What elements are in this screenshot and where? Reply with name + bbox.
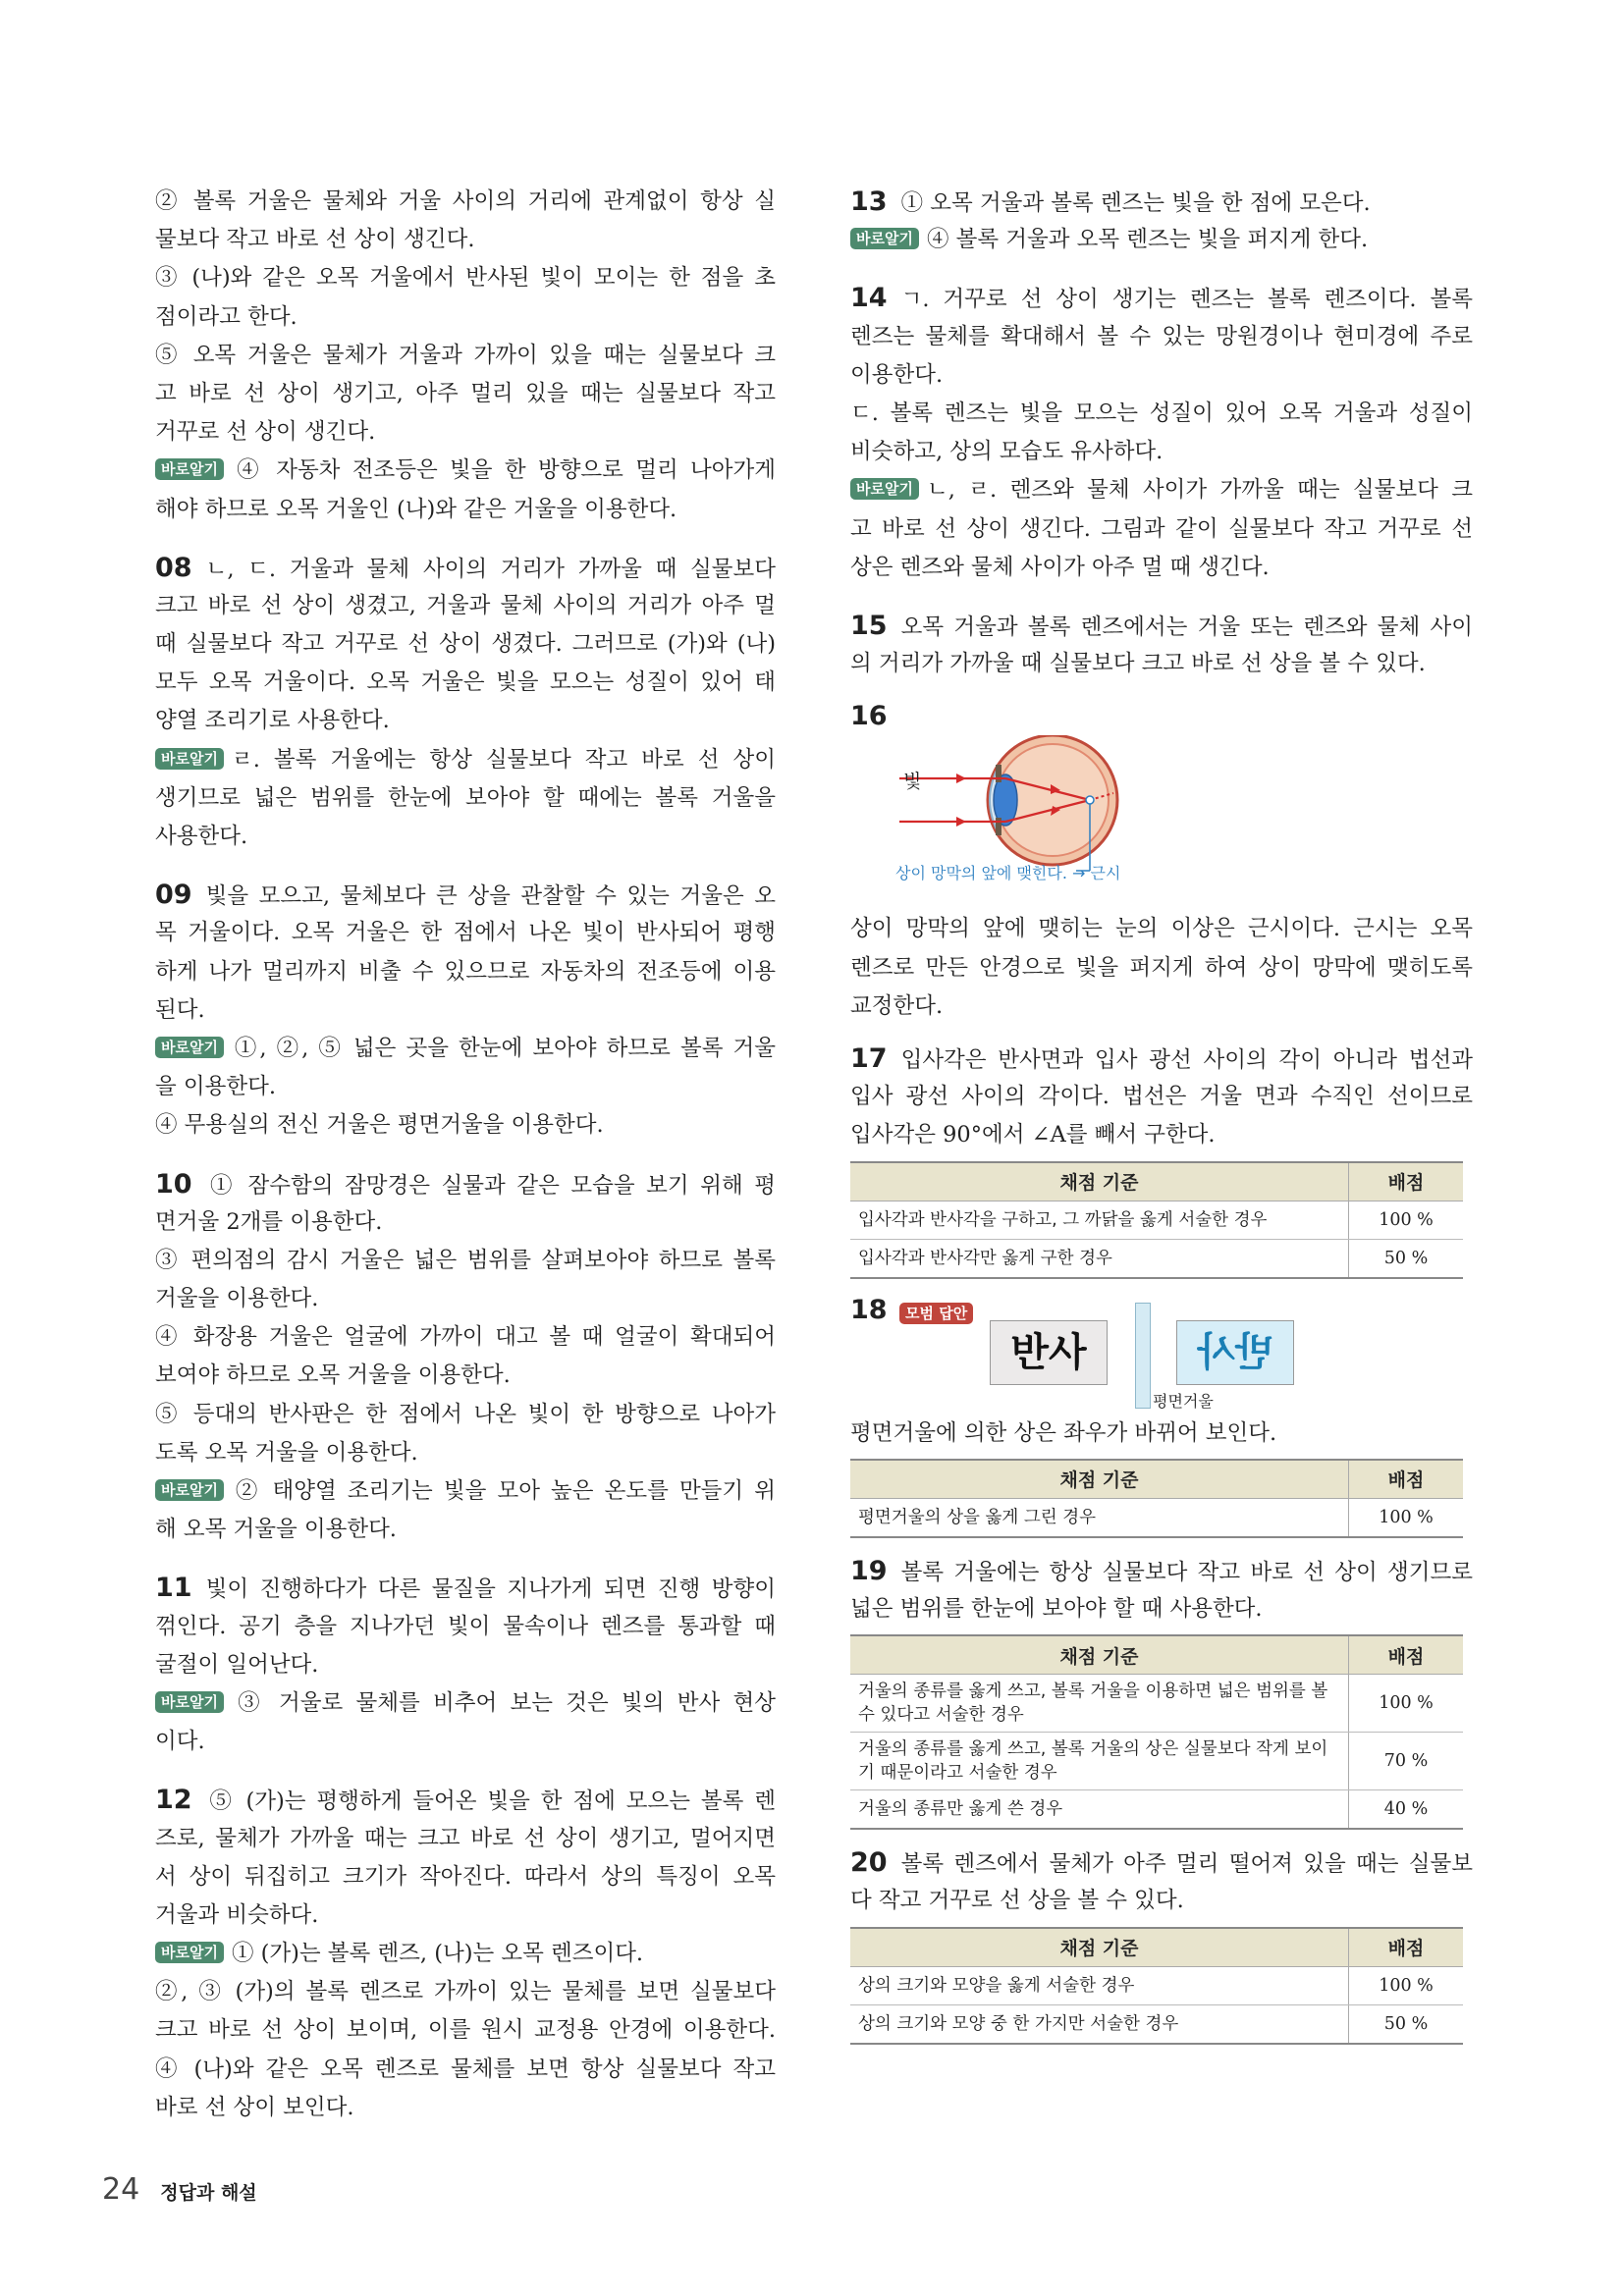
correction-badge: 바로알기 [155,1037,224,1058]
table-cell: 거울의 종류만 옳게 쓴 경우 [850,1790,1349,1830]
scoring-table [850,1161,1463,1279]
text-line: 바로 선 상이 보인다. [155,2094,354,2120]
correction-line: 바로알기 ㄴ, ㄹ. 렌즈와 물체 사이가 가까울 때는 실물보다 크 [850,471,1473,509]
correction-badge: 바로알기 [850,478,919,500]
answer-10 [155,1165,776,1550]
table-header-criteria: 채점 기준 [850,1635,1349,1675]
table-row [850,1733,1463,1790]
scoring-table [850,1927,1463,2045]
table-row [850,1790,1463,1830]
text-line: 을 이용한다. [155,1074,276,1100]
answer-11 [155,1569,776,1761]
text-line: 크고 바로 선 상이 보이며, 이를 원시 교정용 안경에 이용한다. [155,2017,776,2044]
text-line: ㄷ. 볼록 렌즈는 빛을 모으는 성질이 있어 오목 거울과 성질이 [850,400,1473,426]
table-header-row [850,1635,1463,1675]
text-line [850,697,1473,735]
text-line: 고 바로 선 상이 생긴다. 그림과 같이 실물보다 작고 거꾸로 선 [850,515,1473,542]
text-line: 평면거울에 의한 상은 좌우가 바뀌어 보인다. [850,1419,1277,1446]
table-cell: 입사각과 반사각을 구하고, 그 까닭을 옳게 서술한 경우 [850,1201,1349,1239]
text-line: 다 작고 거꾸로 선 상을 볼 수 있다. [850,1888,1184,1914]
table-cell: 50 % [1349,1239,1464,1278]
table-cell: 100 % [1349,1966,1464,2004]
right-column [850,183,1473,2045]
text-line: 점이라고 한다. [155,303,298,330]
text-line: ④ 무용실의 전신 거울은 평면거울을 이용한다. [155,1112,604,1139]
text-line: 거울을 이용한다. [155,1286,319,1312]
text-line: ② 볼록 거울은 물체와 거울 사이의 거리에 관계없이 항상 실 [155,188,776,214]
table-header-row [850,1162,1463,1201]
text-line: 19 볼록 거울에는 항상 실물보다 작고 바로 선 상이 생기므로 [850,1555,1473,1586]
question-number: 16 [850,701,888,732]
table-cell: 거울의 종류를 옳게 쓰고, 볼록 거울의 상은 실물보다 작게 보이기 때문이라고 서술한 경우 [850,1733,1349,1790]
table-cell: 상의 크기와 모양 중 한 가지만 서술한 경우 [850,2004,1349,2044]
text-line: 모두 오목 거울이다. 오목 거울은 빛을 모으는 성질이 있어 태 [155,669,776,696]
text-line: 09 빛을 모으고, 물체보다 큰 상을 관찰할 수 있는 거울은 오 [155,880,776,911]
text-line: 상은 렌즈와 물체 사이가 아주 멀 때 생긴다. [850,554,1270,580]
text-line: 즈로, 물체가 가까울 때는 크고 바로 선 상이 생기고, 멀어지면 [155,1825,776,1851]
text-line: 이다. [155,1729,205,1755]
correction-line: 바로알기 ① (가)는 볼록 렌즈, (나)는 오목 렌즈이다. [155,1935,776,1973]
figure-caption: 상이 망막의 앞에 맺힌다. → 근시 [895,864,1121,883]
answer-08 [155,549,776,857]
question-number: 18 [850,1294,888,1325]
myopia-eye-illustration [850,735,1473,910]
text-line: 상이 망막의 앞에 맺히는 눈의 이상은 근시이다. 근시는 오목 [850,916,1473,942]
correction-line: 바로알기 ㄹ. 볼록 거울에는 항상 실물보다 작고 바로 선 상이 [155,741,776,779]
footer-label: 정답과 해설 [160,2182,257,2204]
table-header-points: 배점 [1349,1162,1464,1201]
text-line: 서 상이 뒤집히고 크기가 작아진다. 따라서 상의 특징이 오목 [155,1863,776,1890]
left-column [155,183,776,2127]
scoring-table [850,1459,1463,1538]
correction-badge: 바로알기 [155,1691,224,1713]
text-line: 고 바로 선 상이 생기고, 아주 멀리 있을 때는 실물보다 작고 [155,380,776,406]
question-number: 11 [155,1573,192,1604]
model-answer-badge: 모범 답안 [899,1303,973,1324]
correction-badge: 바로알기 [155,1942,224,1963]
question-number: 12 [155,1785,192,1816]
correction-badge: 바로알기 [850,228,919,249]
table-cell: 상의 크기와 모양을 옳게 서술한 경우 [850,1966,1349,2004]
text-line: 렌즈는 물체를 확대해서 볼 수 있는 망원경이나 현미경에 주로 [850,323,1473,349]
answer-14 [850,279,1473,587]
text-line: 11 빛이 진행하다가 다른 물질을 지나가게 되면 진행 방향이 [155,1573,776,1604]
question-number: 13 [850,187,888,217]
page-footer [102,2172,257,2207]
text-line: 해야 하므로 오목 거울인 (나)와 같은 거울을 이용한다. [155,496,677,522]
text-line: 크고 바로 선 상이 생겼고, 거울과 물체 사이의 거리가 아주 멀 [155,592,776,618]
answer-18 [850,1293,1473,1538]
text-line: 꺾인다. 공기 층을 지나가던 빛이 물속이나 렌즈를 통과할 때 [155,1613,776,1639]
table-cell: 50 % [1349,2004,1464,2044]
question-number: 09 [155,880,192,911]
answer-07-continued [155,183,776,529]
focus-point [1086,796,1094,804]
table-header-row [850,1928,1463,1967]
text-line: 입사 광선 사이의 각이다. 법선은 거울 면과 수직인 선이므로 [850,1084,1473,1110]
text-line: 교정한다. [850,992,944,1019]
text-line: 면거울 2개를 이용한다. [155,1208,383,1235]
arrow-head [956,774,966,783]
correction-badge: 바로알기 [155,748,224,770]
text-line: 15 오목 거울과 볼록 렌즈에서는 거울 또는 렌즈와 물체 사이 [850,610,1473,641]
text-line: ③ 편의점의 감시 거울은 넓은 범위를 살펴보아야 하므로 볼록 [155,1247,776,1273]
question-number: 08 [155,552,192,583]
question-number: 19 [850,1555,888,1586]
plane-mirror [1135,1303,1151,1409]
text-line: 보여야 하므로 오목 거울을 이용한다. [155,1362,511,1389]
light-label: 빛 [903,771,922,793]
table-row [850,1498,1463,1537]
table-cell: 거울의 종류를 옳게 쓰고, 볼록 거울을 이용하면 넓은 범위를 볼 수 있다고 서술한 경우 [850,1675,1349,1733]
answer-12 [155,1781,776,2127]
table-cell: 입사각과 반사각만 옳게 구한 경우 [850,1239,1349,1278]
text-line: 목 거울이다. 오목 거울은 한 점에서 나온 빛이 반사되어 평행 [155,920,776,946]
table-header-points: 배점 [1349,1635,1464,1675]
table-header-criteria: 채점 기준 [850,1162,1349,1201]
table-header-points: 배점 [1349,1928,1464,1967]
table-cell: 100 % [1349,1201,1464,1239]
text-line: ②, ③ (가)의 볼록 렌즈로 가까이 있는 물체를 보면 실물보다 [155,1979,776,2005]
text-line: 14 ㄱ. 거꾸로 선 상이 생기는 렌즈는 볼록 렌즈이다. 볼록 [850,283,1473,314]
text-line: 20 볼록 렌즈에서 물체가 아주 멀리 떨어져 있을 때는 실물보 [850,1847,1473,1879]
answer-15 [850,607,1473,683]
iris-top [996,765,1001,782]
text-line: 거꾸로 선 상이 생긴다. [155,419,376,446]
text-line: 비슷하고, 상의 모습도 유사하다. [850,439,1164,465]
text-line: 의 거리가 가까울 때 실물보다 크고 바로 선 상을 볼 수 있다. [850,651,1426,677]
text-line: 생기므로 넓은 범위를 한눈에 보아야 할 때에는 볼록 거울을 [155,784,776,811]
table-header-row [850,1460,1463,1499]
text-line: 거울과 비슷하다. [155,1901,319,1928]
iris-bottom [996,818,1001,835]
text-line: 때 실물보다 작고 거꾸로 선 상이 생겼다. 그러므로 (가)와 (나) [155,631,776,658]
arrow-head [956,817,966,827]
text-line: ⑤ 등대의 반사판은 한 점에서 나온 빛이 한 방향으로 나아가 [155,1401,776,1427]
table-cell: 100 % [1349,1498,1464,1537]
text-line: 13 ① 오목 거울과 볼록 렌즈는 빛을 한 점에 모은다. [850,187,1371,217]
text-line: 해 오목 거울을 이용한다. [155,1517,397,1543]
text-line: 이용한다. [850,361,944,388]
original-word-box: 반사 [990,1320,1108,1385]
text-line: 물보다 작고 바로 선 상이 생긴다. [155,227,475,253]
text-line: 사용한다. [155,824,248,849]
text-line: 08 ㄴ, ㄷ. 거울과 물체 사이의 거리가 가까울 때 실물보다 [155,552,776,583]
correction-badge: 바로알기 [155,1479,224,1501]
answer-13 [850,183,1473,259]
eye-diagram [850,735,1473,910]
text-line: 된다. [155,996,205,1023]
text-line: 양열 조리기로 사용한다. [155,708,390,734]
table-header-points: 배점 [1349,1460,1464,1499]
text-line: ④ 화장용 거울은 얼굴에 가까이 대고 볼 때 얼굴이 확대되어 [155,1324,776,1351]
text-line: 12 ⑤ (가)는 평행하게 들어온 빛을 한 점에 모으는 볼록 렌 [155,1785,776,1816]
mirror-figure [850,1293,1473,1415]
answer-19 [850,1552,1473,1830]
answer-09 [155,876,776,1145]
text-line: 10 ① 잠수함의 잠망경은 실물과 같은 모습을 보기 위해 평 [155,1168,776,1200]
text-line: 굴절이 일어난다. [155,1651,319,1678]
table-cell: 40 % [1349,1790,1464,1830]
page-number: 24 [102,2172,140,2207]
text-line: 하게 나가 멀리까지 비출 수 있으므로 자동차의 전조등에 이용 [155,958,776,985]
text-line: 렌즈로 만든 안경으로 빛을 퍼지게 하여 상이 망막에 맺히도록 [850,954,1473,981]
correction-line: 바로알기 ④ 볼록 거울과 오목 렌즈는 빛을 퍼지게 한다. [850,221,1473,259]
scoring-table [850,1634,1463,1830]
table-cell: 평면거울의 상을 옳게 그린 경우 [850,1498,1349,1537]
table-header-criteria: 채점 기준 [850,1460,1349,1499]
text-line: ③ (나)와 같은 오목 거울에서 반사된 빛이 모이는 한 점을 초 [155,265,776,292]
answer-16 [850,697,1473,1026]
correction-line: 바로알기 ①, ②, ⑤ 넓은 곳을 한눈에 보아야 하므로 볼록 거울 [155,1030,776,1068]
text-line: 도록 오목 거울을 이용한다. [155,1439,418,1466]
table-cell: 70 % [1349,1733,1464,1790]
question-number: 17 [850,1043,888,1074]
table-row [850,2004,1463,2044]
text-line: ⑤ 오목 거울은 물체가 거울과 가까이 있을 때는 실물보다 크 [155,342,776,368]
correction-line: 바로알기 ② 태양열 조리기는 빛을 모아 높은 온도를 만들기 위 [155,1472,776,1511]
table-cell: 100 % [1349,1675,1464,1733]
correction-line: 바로알기 ④ 자동차 전조등은 빛을 한 방향으로 멀리 나아가게 [155,452,776,490]
text-line: 입사각은 90°에서 ∠A를 빼서 구한다. [850,1122,1216,1148]
mirror-label: 평면거울 [1153,1391,1214,1411]
text-line: 17 입사각은 반사면과 입사 광선 사이의 각이 아니라 법선과 [850,1043,1473,1074]
correction-line: 바로알기 ③ 거울로 물체를 비추어 보는 것은 빛의 반사 현상 [155,1684,776,1723]
answer-20 [850,1843,1473,2044]
text-line: 넓은 범위를 한눈에 보아야 할 때 사용한다. [850,1595,1263,1622]
table-row [850,1239,1463,1278]
text-line: ④ (나)와 같은 오목 렌즈로 물체를 보면 항상 실물보다 작고 [155,2056,776,2082]
question-number: 20 [850,1847,888,1879]
table-row [850,1201,1463,1239]
question-number: 15 [850,610,888,641]
mirrored-word-box: 반사 [1176,1320,1294,1385]
question-number: 10 [155,1168,192,1200]
table-row [850,1675,1463,1733]
correction-badge: 바로알기 [155,458,224,480]
answer-17 [850,1040,1473,1279]
table-header-criteria: 채점 기준 [850,1928,1349,1967]
table-row [850,1966,1463,2004]
question-number: 14 [850,283,888,314]
